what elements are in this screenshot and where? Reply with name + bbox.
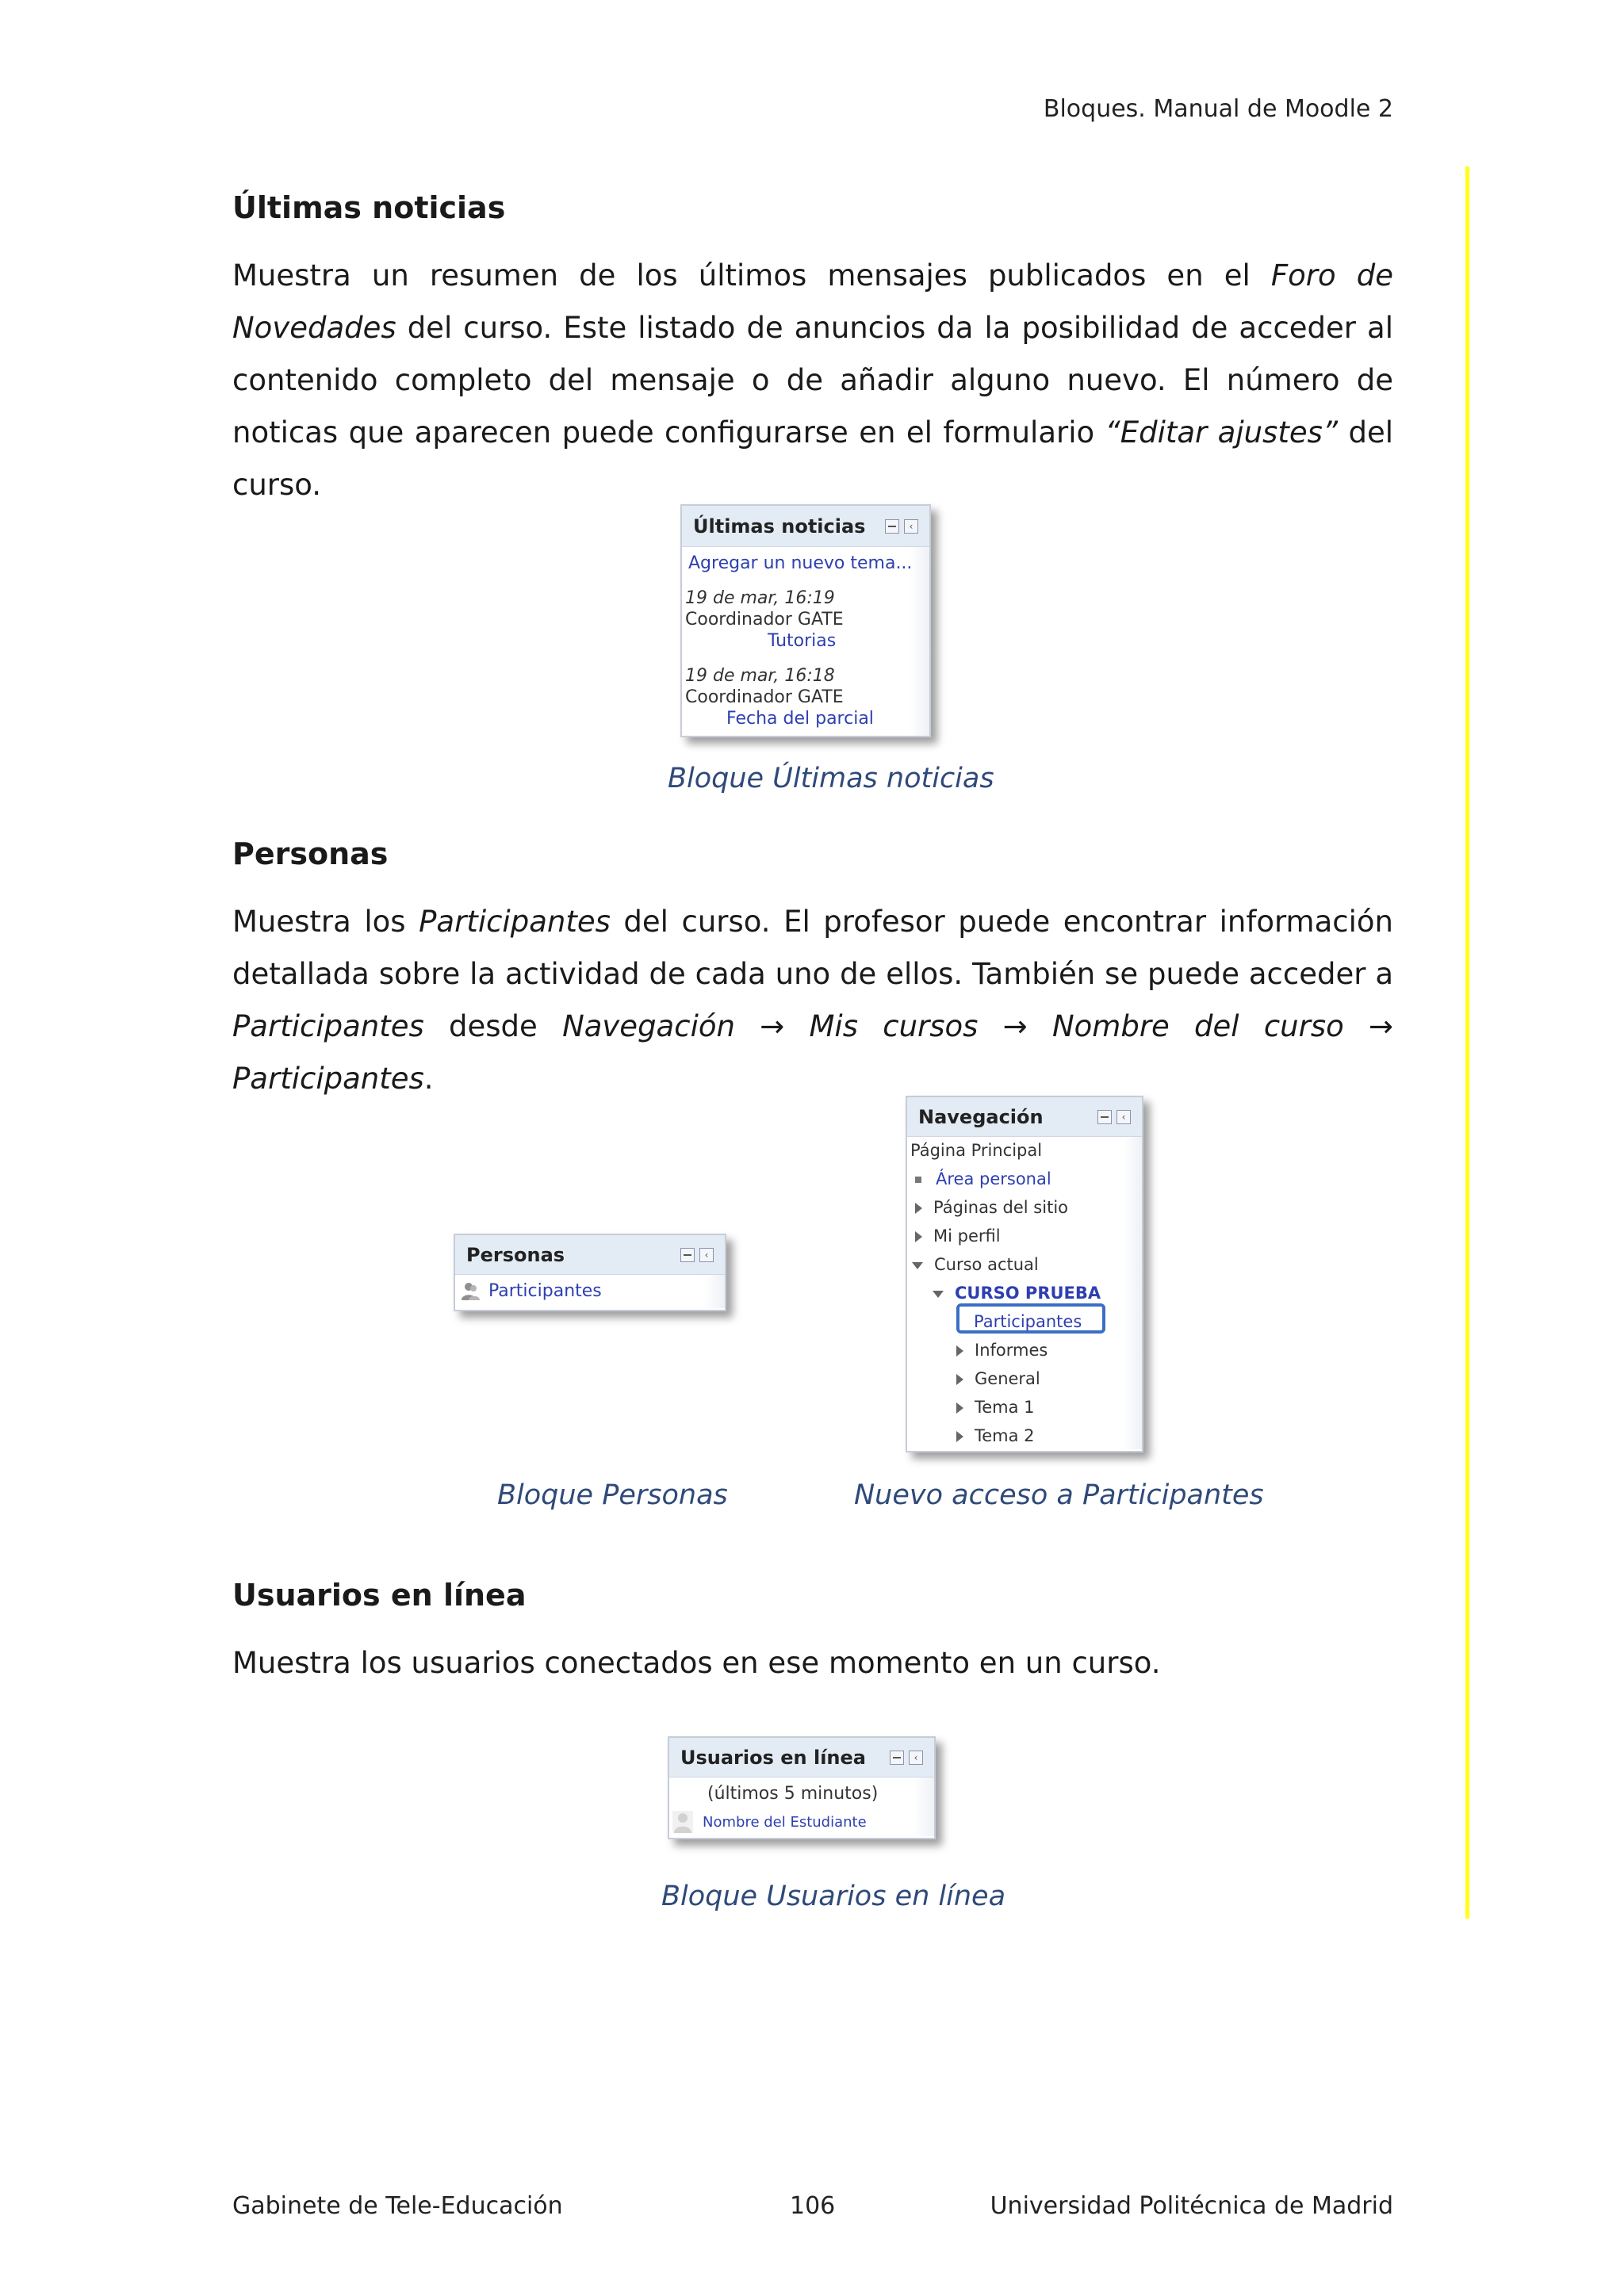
news-topic-link[interactable]: Tutorias <box>768 631 837 651</box>
nav-my-profile[interactable]: Mi perfil <box>915 1226 1001 1246</box>
heading-usuarios-en-linea: Usuarios en línea <box>232 1578 527 1613</box>
nav-site-pages[interactable]: Páginas del sitio <box>915 1198 1068 1217</box>
dock-icon[interactable]: ‹ <box>904 519 918 534</box>
news-author: Coordinador GATE <box>685 610 844 629</box>
heading-personas: Personas <box>232 836 389 871</box>
online-period: (últimos 5 minutos) <box>707 1784 879 1804</box>
navigation-block-title: Navegación <box>918 1105 1044 1128</box>
people-block-title: Personas <box>466 1243 565 1266</box>
online-users-block-title: Usuarios en línea <box>680 1746 866 1769</box>
online-users-block-header <box>669 1738 934 1777</box>
caption-navigation: Nuevo acceso a Participantes <box>854 1479 1264 1511</box>
caption-personas: Bloque Personas <box>497 1479 728 1511</box>
caption-ultimas-noticias: Bloque Últimas noticias <box>668 763 994 794</box>
online-users-block <box>668 1736 936 1839</box>
nav-reports[interactable]: Informes <box>956 1341 1048 1360</box>
collapse-icon <box>912 1262 923 1269</box>
navigation-block <box>906 1096 1143 1452</box>
nav-current-course[interactable]: Curso actual <box>912 1255 1039 1274</box>
paragraph-usuarios-en-linea: Muestra los usuarios conectados en ese momento en un curso. <box>232 1646 1161 1680</box>
footer-left: Gabinete de Tele-Educación <box>232 2192 563 2220</box>
dock-icon[interactable]: ‹ <box>909 1751 923 1765</box>
paragraph-personas: Muestra los Participantes del curso. El profesor puede encontrar información detallada sobre la actividad de cada uno de ellos. También se puede acceder a Participantes desde Navegación → Mis cursos → Nombre del curso → Participantes. <box>232 905 1394 1096</box>
nav-topic-2[interactable]: Tema 2 <box>956 1426 1035 1445</box>
expand-icon <box>956 1402 963 1414</box>
minimize-icon[interactable] <box>680 1248 695 1262</box>
news-topic-link[interactable]: Fecha del parcial <box>726 709 874 729</box>
nav-general[interactable]: General <box>956 1369 1040 1388</box>
expand-icon <box>956 1345 963 1357</box>
paragraph-ultimas-noticias: Muestra un resumen de los últimos mensajes publicados en el Foro de Novedades del curso. Este listado de anuncios da la posibilidad de acceder al contenido completo del mensaje o de añadir alguno nuevo. El número de noticas que aparecen puede configurarse en el formulario “Editar ajustes” del curso. <box>232 258 1394 502</box>
participants-link[interactable]: Participantes <box>488 1281 602 1301</box>
nav-topic-1[interactable]: Tema 1 <box>956 1398 1035 1417</box>
side-rule <box>1465 166 1469 1919</box>
page-number: 106 <box>790 2192 836 2220</box>
caption-usuarios-en-linea: Bloque Usuarios en línea <box>661 1881 1006 1912</box>
navigation-block-header <box>907 1097 1142 1137</box>
expand-icon <box>956 1431 963 1442</box>
minimize-icon[interactable] <box>1097 1110 1112 1124</box>
dock-icon[interactable]: ‹ <box>699 1248 714 1262</box>
footer-right: Universidad Politécnica de Madrid <box>990 2192 1393 2220</box>
dock-icon[interactable]: ‹ <box>1116 1110 1131 1124</box>
online-user-link[interactable]: Nombre del Estudiante <box>703 1814 867 1831</box>
nav-participants-link[interactable]: Participantes <box>974 1312 1082 1331</box>
heading-ultimas-noticias: Últimas noticias <box>232 190 506 225</box>
expand-icon <box>915 1231 922 1242</box>
nav-area-personal[interactable]: Área personal <box>915 1169 1051 1188</box>
running-header: Bloques. Manual de Moodle 2 <box>1043 95 1393 123</box>
collapse-icon <box>933 1291 944 1298</box>
people-block-header <box>455 1235 725 1275</box>
minimize-icon[interactable] <box>890 1751 904 1765</box>
user-avatar-icon <box>672 1811 693 1833</box>
users-icon <box>460 1281 481 1302</box>
people-block <box>454 1234 726 1311</box>
news-block-title: Últimas noticias <box>693 515 866 538</box>
expand-icon <box>915 1203 922 1214</box>
bullet-icon <box>915 1177 921 1183</box>
news-author: Coordinador GATE <box>685 687 844 707</box>
news-date: 19 de mar, 16:19 <box>685 588 835 608</box>
add-topic-link[interactable]: Agregar un nuevo tema... <box>688 553 913 573</box>
news-block-header <box>682 506 929 547</box>
nav-course-prueba[interactable]: CURSO PRUEBA <box>933 1284 1101 1303</box>
nav-home-link[interactable]: Página Principal <box>910 1141 1043 1160</box>
minimize-icon[interactable] <box>885 519 899 534</box>
news-date: 19 de mar, 16:18 <box>685 666 835 686</box>
news-block <box>680 504 931 737</box>
expand-icon <box>956 1374 963 1385</box>
